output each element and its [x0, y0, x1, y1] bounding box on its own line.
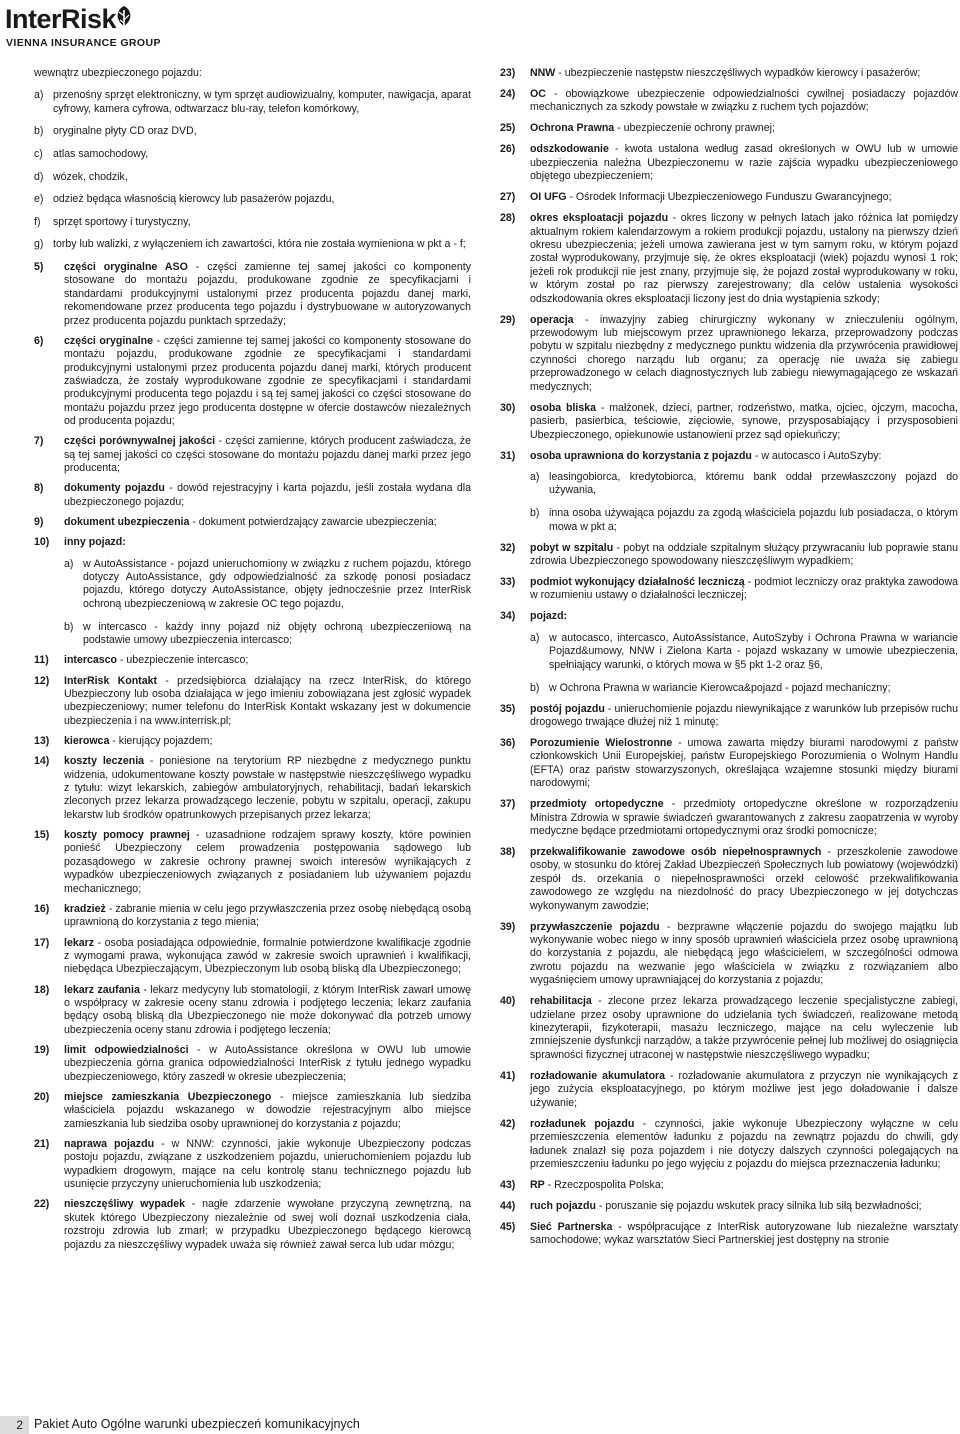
list-marker: f) — [34, 215, 41, 228]
definition-text: - rozładowanie akumulatora z przyczyn nie wynikających z jego zużycia eksploatacyjnego, po którym możliwe jest jego doładowanie i dalsze używanie; — [530, 1069, 959, 1109]
list-text: w intercasco - każdy inny pojazd niż objęty ochroną ubezpieczeniową na podstawie umowy ubezpieczenia intercasco; — [83, 620, 471, 647]
definition-item — [500, 1200, 958, 1213]
definition-body — [530, 88, 958, 115]
definition-body — [530, 1118, 958, 1172]
definition-number: 45) — [500, 1220, 516, 1233]
definition-sublist — [64, 558, 471, 648]
definition-body — [530, 212, 958, 306]
definition-body — [64, 335, 471, 429]
list-item — [34, 238, 471, 251]
definition-term: przywłaszczenie pojazdu — [530, 920, 660, 933]
definition-item — [500, 191, 958, 204]
definition-body — [64, 1091, 471, 1131]
definition-item — [500, 703, 958, 730]
definition-body — [530, 610, 958, 623]
definition-term: inny pojazd: — [64, 536, 126, 549]
definition-number: 35) — [500, 702, 516, 715]
definition-item — [500, 143, 958, 183]
definition-item — [500, 67, 958, 80]
definition-item — [500, 737, 958, 791]
definition-text: - dowód rejestracyjny i karta pojazdu, jeśli została wydana dla ubezpieczonego pojazdu; — [64, 482, 471, 508]
definition-text: - zlecone przez lekarza prowadzącego leczenie specjalistyczne zabiegi, udzielane przez osoby uprawnione do udzielania tych świadczeń, realizowane metodą kinezyterapii, fizykoterapii, masażu leczniczego, mające na celu wyleczenie lub zmniejszenie dysfunkcji narządów, a także przywrócenie pełnej lub możliwej do osiągnięcia sprawności fizycznej utraconej w następstwie nieszczęśliwego wypadku; — [530, 995, 958, 1061]
definition-text: - umowa zawarta między biurami narodowymi z państw członkowskich Unii Europejskiej, państw Europejskiego Porozumienia o Wolnym Handlu (EFTA) oraz państw stowarzyszonych, określająca wzajemne stosunki między biurami narodowymi; — [530, 736, 958, 790]
definition-term: intercasco — [64, 654, 117, 667]
definition-text: - części zamienne tej samej jakości co komponenty stosowane do montażu pojazdu, produkowane zgodnie ze specyfikacjami i standardami produkcyjnymi ustalonymi przez producenta pojazdu danej marki, których producent zaświadcza, że zostały wyprodukowane zgodnie ze specyfikacjami i standardami produkcyjnymi producenta tego pojazdu i są tej samej jakości co części stosowane do montażu pojazdu przez jego producenta dostępne w ofercie dostawców niezależnych od producenta pojazdu; — [64, 334, 471, 428]
definition-text: - części zamienne, których producent zaświadcza, że są tej samej jakości co części stosowane do montażu pojazdu danej marki przez jego producenta; — [64, 435, 471, 475]
definition-item — [34, 482, 471, 509]
definition-body — [530, 67, 958, 80]
definition-term: rozładowanie akumulatora — [530, 1069, 666, 1082]
list-marker: d) — [34, 170, 44, 183]
definition-item — [34, 735, 471, 748]
definition-text: - inwazyjny zabieg chirurgiczny wykonany w znieczuleniu ogólnym, przewodowym lub miejscowym przez uprawnionego lekarza, przeprowadzony podczas pobytu w szpitalu niezbędny z medycznego punktu widzenia dla przywrócenia prawidłowej czynności chorego narządu lub organu; za operację nie uważa się zabiegu przeprowadzonego w celach diagnostycznych lub zabiegu niewymagającego ze wskazań medycznych; — [530, 313, 958, 393]
definition-number: 23) — [500, 67, 516, 79]
definition-term: koszty leczenia — [64, 755, 145, 768]
definition-term: przekwalifikowanie zawodowe osób niepełnosprawnych — [530, 846, 822, 858]
definition-text: - w autocasco i AutoSzyby: — [751, 449, 882, 462]
definition-number: 29) — [500, 313, 516, 326]
definition-body — [64, 829, 471, 896]
definition-body — [64, 1198, 471, 1252]
list-text: atlas samochodowy, — [53, 148, 149, 160]
definition-item — [500, 314, 958, 394]
definition-body — [530, 1200, 958, 1213]
definition-number: 38) — [500, 846, 516, 858]
definition-item — [500, 212, 958, 306]
definition-text: - osoba posiadająca odpowiednie, formalnie potwierdzone kwalifikacje zgodnie z wymogami prawa, wykonująca zawód w zakresie swoich uprawnień i kwalifikacji, niebędąca Ubezpieczającym, Ubezpieczonym lub osobą bliską dla Ubezpieczonego; — [64, 936, 471, 976]
definition-body — [64, 755, 471, 822]
definition-number: 18) — [34, 983, 50, 996]
definition-number: 36) — [500, 736, 516, 749]
definition-subitem — [530, 632, 958, 672]
definition-item — [500, 1179, 958, 1192]
list-item — [34, 171, 471, 184]
definition-body — [64, 675, 471, 729]
definition-body — [64, 654, 471, 667]
definition-number: 22) — [34, 1198, 50, 1211]
definition-item — [500, 576, 958, 603]
definition-term: RP — [530, 1178, 545, 1191]
definition-item — [500, 1070, 958, 1110]
definition-text: - czynności, jakie wykonuje Ubezpieczony wyłączne w celu przemieszczenia elementów ładunku z pojazdu na zewnątrz pojazdu do chwili, gdy ładunek znalazł się poza pojazdem i nie dotyczy dalszych czynności polegających na przemieszczeniu ładunku po jego wyjęciu z pojazdu do miejsca przeznaczenia ładunku; — [530, 1117, 958, 1170]
list-text: torby lub walizki, z wyłączeniem ich zawartości, która nie została wymieniona w pkt a - f; — [53, 238, 466, 251]
definition-body — [64, 984, 471, 1038]
definition-term: Sieć Partnerska — [530, 1220, 613, 1233]
definition-item — [500, 798, 958, 838]
logo-subtitle: VIENNA INSURANCE GROUP — [6, 37, 161, 49]
list-marker: a) — [530, 631, 540, 644]
definition-number: 9) — [34, 516, 44, 529]
definition-body — [64, 735, 471, 748]
definition-subitem — [530, 682, 958, 695]
definition-sublist — [530, 632, 958, 695]
definition-body — [64, 482, 471, 509]
definition-term: przedmioty ortopedyczne — [530, 798, 664, 811]
definition-body — [530, 402, 958, 442]
definition-term: podmiot wykonujący działalność leczniczą — [530, 576, 745, 589]
definition-number: 13) — [34, 735, 50, 748]
definition-number: 27) — [500, 191, 516, 204]
definition-number: 5) — [34, 260, 44, 273]
definition-body — [64, 937, 471, 977]
definition-text: - współpracujące z InterRisk autoryzowane lub niezależne warsztaty samochodowe; wykaz warsztatów Sieci Partnerskiej jest dostępny na stronie — [530, 1220, 958, 1247]
definition-body — [530, 122, 958, 135]
definition-term: okres eksploatacji pojazdu — [530, 212, 669, 225]
definition-term: odszkodowanie — [530, 143, 609, 156]
list-item — [34, 193, 471, 206]
definition-number: 21) — [34, 1137, 50, 1150]
definition-body — [64, 516, 471, 529]
definition-number: 28) — [500, 212, 516, 225]
definition-term: kierowca — [64, 735, 110, 748]
definition-item — [34, 261, 471, 328]
definition-term: OC — [530, 88, 546, 100]
definition-number: 16) — [34, 902, 50, 915]
definition-item — [500, 450, 958, 535]
definition-item — [34, 937, 471, 977]
definition-body — [530, 191, 958, 204]
definition-text: - zabranie mienia w celu jego przywłaszczenia przez osobę niebędącą osobą uprawnioną do korzystania z tego mienia; — [64, 902, 471, 929]
definition-item — [34, 1198, 471, 1252]
definition-term: lekarz — [64, 936, 95, 949]
definition-number: 43) — [500, 1178, 516, 1191]
logo-wordmark: InterRisk — [5, 4, 117, 34]
list-marker: b) — [530, 681, 540, 694]
definition-number: 40) — [500, 995, 516, 1008]
definition-item — [500, 610, 958, 695]
definition-term: lekarz zaufania — [64, 983, 140, 996]
left-column — [34, 67, 471, 1259]
definition-text: - przedsiębiorca działający na rzecz InterRisk, do którego Ubezpieczony lub osoba działająca w jego imieniu zobowiązana jest zgłosić wypadek ubezpieczeniowy; numer telefonu do InterRisk Kontakt wskazany jest w dokumencie ubezpieczenia i na www.interrisk.pl; — [64, 674, 471, 727]
definition-item — [34, 903, 471, 930]
definition-text: - kierujący pojazdem; — [109, 735, 213, 748]
definition-item — [500, 1221, 958, 1248]
list-marker: c) — [34, 148, 43, 160]
definition-term: miejsce zamieszkania Ubezpieczonego — [64, 1090, 272, 1103]
definition-body — [64, 435, 471, 475]
definition-sublist — [530, 471, 958, 534]
definition-number: 11) — [34, 654, 49, 667]
definition-number: 15) — [34, 829, 50, 842]
definition-item — [500, 921, 958, 988]
definition-number: 10) — [34, 536, 50, 549]
definition-number: 32) — [500, 541, 516, 554]
definition-body — [64, 1138, 471, 1192]
definition-term: części porównywalnej jakości — [64, 435, 216, 448]
definition-term: OI UFG — [530, 191, 567, 204]
definition-subitem — [530, 471, 958, 498]
definition-body — [64, 536, 471, 549]
list-text: oryginalne płyty CD oraz DVD, — [53, 125, 197, 138]
company-logo — [5, 4, 165, 50]
definition-text: - w AutoAssistance określona w OWU lub umowie ubezpieczenia górna granica odpowiedzialności InterRisk z tytułu jednego wypadku ubezpieczeniowego, który zaszedł w okresie ubezpieczenia; — [64, 1043, 471, 1083]
list-text: odzież będąca własnością kierowcy lub pasażerów pojazdu, — [53, 193, 335, 206]
definition-item — [500, 1118, 958, 1172]
definition-term: pobyt w szpitalu — [530, 541, 614, 554]
list-text: w Ochrona Prawna w wariancie Kierowca&pojazd - pojazd mechaniczny; — [549, 681, 891, 694]
list-marker: b) — [64, 620, 74, 633]
list-marker: e) — [34, 193, 44, 206]
definition-term: Porozumienie Wielostronne — [530, 736, 673, 749]
definition-term: rehabilitacja — [530, 995, 592, 1008]
definition-number: 6) — [34, 334, 44, 347]
definition-term: dokument ubezpieczenia — [64, 516, 190, 529]
definition-text: - ubezpieczenie ochrony prawnej; — [614, 122, 775, 135]
list-marker: a) — [64, 557, 74, 570]
definition-subitem — [64, 558, 471, 612]
definition-term: limit odpowiedzialności — [64, 1043, 189, 1056]
definition-number: 31) — [500, 449, 516, 462]
definition-number: 20) — [34, 1090, 50, 1103]
definition-term: części oryginalne ASO — [64, 260, 188, 273]
definition-text: - unieruchomienie pojazdu niewynikające z warunków lub przepisów ruchu drogowego trwające dłużej niż 1 minutę; — [530, 702, 958, 728]
definition-text: - lekarz medycyny lub stomatologii, z którym InterRisk zawarł umowę o współpracy w zakresie oceny stanu zdrowia i podjętego leczenia; lekarz zaufania będący osobą bliską dla Ubezpieczonego nie może dokonywać dla potrzeb umowy ubezpieczenia oceny stanu zdrowia i podjętego leczenia; — [64, 983, 471, 1036]
definition-term: pojazd: — [530, 610, 568, 623]
definition-item — [500, 846, 958, 913]
definition-item — [34, 335, 471, 429]
definition-text: - małżonek, dzieci, partner, rodzeństwo, matka, ojciec, ojczym, macocha, pasierb, pasierbica, teściowie, zięciowie, synowe, przysposabiający i przysposobieni Ubezpieczonego, opiekunowie ustanowieni przez sąd opiekuńczy; — [530, 401, 958, 441]
definition-item — [34, 516, 471, 529]
footer-title: Pakiet Auto Ogólne warunki ubezpieczeń komunikacyjnych — [34, 1417, 360, 1431]
list-text: wózek, chodzik, — [53, 170, 128, 183]
definition-body — [64, 261, 471, 328]
definition-term: ruch pojazdu — [530, 1199, 596, 1212]
page-number: 2 — [0, 1416, 29, 1434]
definition-term: Ochrona Prawna — [530, 122, 615, 135]
list-text: w AutoAssistance - pojazd unieruchomiony w związku z ruchem pojazdu, którego dotyczy AutoAssistance, gdy odpowiedzialność za szkodę ponosi posiadacz pojazdu, którego dotyczy AutoAssistance, objęty jednocześnie przez InterRisk ochroną ubezpieczeniową w zakresie OC tego pojazdu, — [83, 557, 471, 610]
definition-body — [530, 314, 958, 394]
definition-subitem — [530, 507, 958, 534]
definition-term: postój pojazdu — [530, 702, 605, 715]
definition-body — [530, 921, 958, 988]
definition-item — [34, 1138, 471, 1192]
definition-term: naprawa pojazdu — [64, 1137, 155, 1150]
definition-text: - Ośrodek Informacji Ubezpieczeniowego Funduszu Gwarancyjnego; — [566, 191, 892, 204]
definition-term: InterRisk Kontakt — [64, 674, 158, 687]
definition-number: 8) — [34, 482, 44, 495]
definitions-list-right — [500, 67, 958, 1248]
definition-number: 37) — [500, 798, 516, 811]
definition-text: - okres liczony w pełnych latach jako różnica lat pomiędzy aktualnym rokiem kalendarzowym a rokiem produkcji pojazdu, ustalony na pierwszy dzień okresu ubezpieczenia; jeżeli umowa zawierana jest w tym samym roku, w którym pojazd został wyprodukowany, przyjmuje się, że okres eksploatacji (wiek) pojazdu wynosi 1 rok; jeżeli rok produkcji nie jest znany, przyjmuje się, że pojazd został wyprodukowany w roku, w którym został po raz pierwszy zarejestrowany; dla celów ustalenia wysokości odszkodowania okres eksploatacji liczony jest do dnia wystąpienia szkody; — [530, 212, 959, 305]
definition-item — [500, 542, 958, 569]
definition-item — [34, 984, 471, 1038]
definition-item — [34, 675, 471, 729]
definition-body — [530, 703, 958, 730]
definition-number: 19) — [34, 1043, 50, 1056]
definition-number: 34) — [500, 610, 516, 623]
list-text: przenośny sprzęt elektroniczny, w tym sprzęt audiowizualny, komputer, nawigacja, aparat cyfrowy, kamera cyfrowa, odtwarzacz blu-ray, telefon komórkowy, — [53, 89, 471, 115]
definition-text: - ubezpieczenie intercasco; — [117, 654, 249, 667]
definition-body — [530, 542, 958, 569]
leaf-icon — [112, 4, 136, 32]
definition-body — [530, 846, 958, 913]
list-text: leasingobiorca, kredytobiorca, któremu bank oddał przewłaszczony pojazd do używania, — [549, 470, 958, 497]
definition-text: - podmiot leczniczy oraz praktyka zawodowa w rozumieniu ustawy o działalności leczniczej; — [530, 576, 958, 602]
definition-number: 25) — [500, 122, 516, 135]
definition-item — [34, 536, 471, 647]
definitions-list-left — [34, 261, 471, 1252]
definition-text: - w NNW: czynności, jakie wykonuje Ubezpieczony podczas postoju pojazdu, związane z uszkodzeniem pojazdu, unieruchomieniem pojazdu lub wypadkiem drogowym, mające na celu kontrolę stanu technicznego pojazdu lub usunięcie przyczyny unieruchomienia lub uszkodzenia; — [64, 1137, 471, 1191]
definition-item — [34, 654, 471, 667]
definition-body — [64, 1044, 471, 1084]
definition-number: 12) — [34, 674, 50, 687]
list-marker: a) — [34, 89, 44, 102]
definition-text: - przeszkolenie zawodowe osoby, w stosunku do której Zakład Ubezpieczeń Społecznych lub powiatowy (wojewódzki) zespół ds. orzekania o niepełnosprawności orzekł celowość przekwalifikowania zawodowego ze względu na niezdolność do pracy Ubezpieczonego w jej dotychczas wykonywanym zawodzie; — [530, 846, 958, 912]
definition-text: - dokument potwierdzający zawarcie ubezpieczenia; — [189, 516, 437, 529]
definition-term: rozładunek pojazdu — [530, 1117, 635, 1130]
definition-text: - pobyt na oddziale szpitalnym służący przywracaniu lub poprawie stanu zdrowia Ubezpieczonego spowodowany nieszczęśliwym wypadkiem; — [530, 541, 958, 568]
definition-number: 41) — [500, 1069, 516, 1082]
definition-body — [530, 1221, 958, 1248]
definition-number: 42) — [500, 1117, 516, 1130]
definition-number: 39) — [500, 920, 516, 933]
definition-text: - bezprawne włączenie pojazdu do swojego majątku lub wykonywanie wobec niego w inny sposób uprawnień właściciela przez osobę uprawnioną do korzystania z pojazdu, ale niebędącą jego właścicielem, w szczególności odmowa zwrotu pojazdu na wezwanie jego właściciela w związku z rozwiązaniem albo wygaśnięciem umowy uprawniającej do korzystania z pojazdu; — [530, 920, 958, 987]
definition-term: dokumenty pojazdu — [64, 482, 165, 495]
definition-text: - ubezpieczenie następstw nieszczęśliwych wypadków kierowcy i pasażerów; — [555, 67, 921, 79]
definition-text: - nagłe zdarzenie wywołane przyczyną zewnętrzną, na skutek którego Ubezpieczony niezależnie od swej woli doznał uszkodzenia ciała, rozstroju zdrowia lub zmarł; w przypadku Ubezpieczonego będącego kierowcą pojazdu za nieszczęśliwy wypadek uważa się również zawał serca lub udar mózgu; — [64, 1198, 472, 1251]
definition-term: części oryginalne — [64, 334, 153, 347]
definition-term: operacja — [530, 313, 574, 326]
list-marker: b) — [530, 507, 540, 520]
list-item — [34, 89, 471, 116]
definition-item — [500, 402, 958, 442]
definition-term: NNW — [530, 67, 556, 79]
definition-term: osoba bliska — [530, 401, 597, 414]
definition-text: - części zamienne tej samej jakości co komponenty stosowane do montażu pojazdu, produkowane zgodnie ze specyfikacjami i standardami produkcyjnymi ustalonymi przez producenta pojazdu danej marki, rekomendowane przez producenta tego pojazdu i dystrybuowane w autoryzowanych przez producenta pojazdu punktach sprzedaży; — [64, 260, 471, 327]
definition-item — [34, 829, 471, 896]
definition-text: - uzasadnione rodzajem sprawy koszty, które powinien ponieść Ubezpieczony celem prowadzenia postępowania sądowego lub pozasądowego w zakresie ochrony prawnej swoich interesów wynikających z wypadków ubezpieczeniowych związanych z posiadaniem lub używaniem pojazdu mechanicznego; — [64, 829, 471, 895]
definition-term: koszty pomocy prawnej — [64, 829, 190, 842]
definition-item — [500, 88, 958, 115]
definition-text: - poniesione na terytorium RP niezbędne z medycznego punktu widzenia, udokumentowane koszty powstałe w następstwie nieszczęśliwego wypadku z tytułu: wizyt lekarskich, zabiegów ambulatoryjnych, rehabilitacji, badań lekarskich zleconych przez lekarza prowadzącego leczenie, pobytu w szpitalu, operacji, zakupu lekarstw lub środków opatrunkowych przepisanych przez lekarza; — [64, 755, 472, 821]
definition-body — [530, 450, 958, 463]
definition-number: 26) — [500, 143, 516, 156]
definition-text: - kwota ustalona według zasad określonych w OWU lub w umowie ubezpieczenia należna Ubezpieczonemu w razie zajścia wypadku ubezpieczeniowego objętego ubezpieczeniem; — [530, 143, 958, 183]
definition-text: - przedmioty ortopedyczne określone w rozporządzeniu Ministra Zdrowia w sprawie świadczeń gwarantowanych z zakresu zaopatrzenia w wyroby medyczne będące przedmiotami ortopedycznymi oraz środki pomocnicze; — [530, 798, 958, 837]
list-text: sprzęt sportowy i turystyczny, — [53, 215, 191, 228]
definition-term: kradzież — [64, 902, 106, 915]
definition-text: - Rzeczpospolita Polska; — [544, 1178, 664, 1191]
list-marker: b) — [34, 125, 44, 138]
definition-subitem — [64, 621, 471, 648]
definition-number: 24) — [500, 88, 516, 100]
definition-item — [34, 1091, 471, 1131]
definition-number: 14) — [34, 755, 50, 768]
definition-body — [530, 143, 958, 183]
list-item — [34, 216, 471, 229]
definition-term: nieszczęśliwy wypadek — [64, 1198, 186, 1211]
right-column — [500, 67, 958, 1255]
definition-term: osoba uprawniona do korzystania z pojazdu — [530, 449, 752, 462]
list-text: w autocasco, intercasco, AutoAssistance, AutoSzyby i Ochrona Prawna w wariancie Pojazd&umowy, NNW i Zielona Karta - pojazd wskazany w umowie ubezpieczenia, spełniający warunki, o których mowa w §5 pkt 1-2 oraz §6, — [549, 631, 958, 671]
definition-number: 44) — [500, 1199, 516, 1212]
list-item — [34, 125, 471, 138]
definition-body — [530, 995, 958, 1062]
intro-text: wewnątrz ubezpieczonego pojazdu: — [34, 67, 202, 79]
definition-body — [530, 737, 958, 791]
definition-item — [500, 995, 958, 1062]
definition-text: - poruszanie się pojazdu wskutek pracy silnika lub siłą bezwładności; — [595, 1199, 922, 1212]
definition-item — [34, 435, 471, 475]
definition-number: 33) — [500, 576, 516, 589]
list-item — [34, 148, 471, 161]
list-marker: g) — [34, 238, 44, 251]
definition-item — [34, 1044, 471, 1084]
definition-item — [34, 755, 471, 822]
definition-body — [530, 798, 958, 838]
list-text: inna osoba używająca pojazdu za zgodą właściciela pojazdu lub posiadacza, o którym mowa w pkt a; — [549, 507, 958, 533]
list-marker: a) — [530, 470, 540, 483]
definition-number: 30) — [500, 401, 516, 414]
definition-body — [64, 903, 471, 930]
definition-text: - miejsce zamieszkania lub siedziba właściciela pojazdu wskazanego w dowodzie rejestracyjnym albo miejsce zamieszkania lub siedziba osoby uprawnionej do korzystania z pojazdu; — [64, 1090, 471, 1130]
definition-body — [530, 1179, 958, 1192]
definition-number: 17) — [34, 936, 50, 949]
definition-text: - obowiązkowe ubezpieczenie odpowiedzialności cywilnej posiadaczy pojazdów mechanicznych za szkody powstałe w związku z ruchem tych pojazdów; — [530, 88, 958, 114]
page-footer — [0, 1416, 960, 1434]
definition-body — [530, 576, 958, 603]
definition-item — [500, 122, 958, 135]
definition-number: 7) — [34, 435, 44, 448]
definition-body — [530, 1070, 958, 1110]
intro-sublist — [34, 89, 471, 251]
